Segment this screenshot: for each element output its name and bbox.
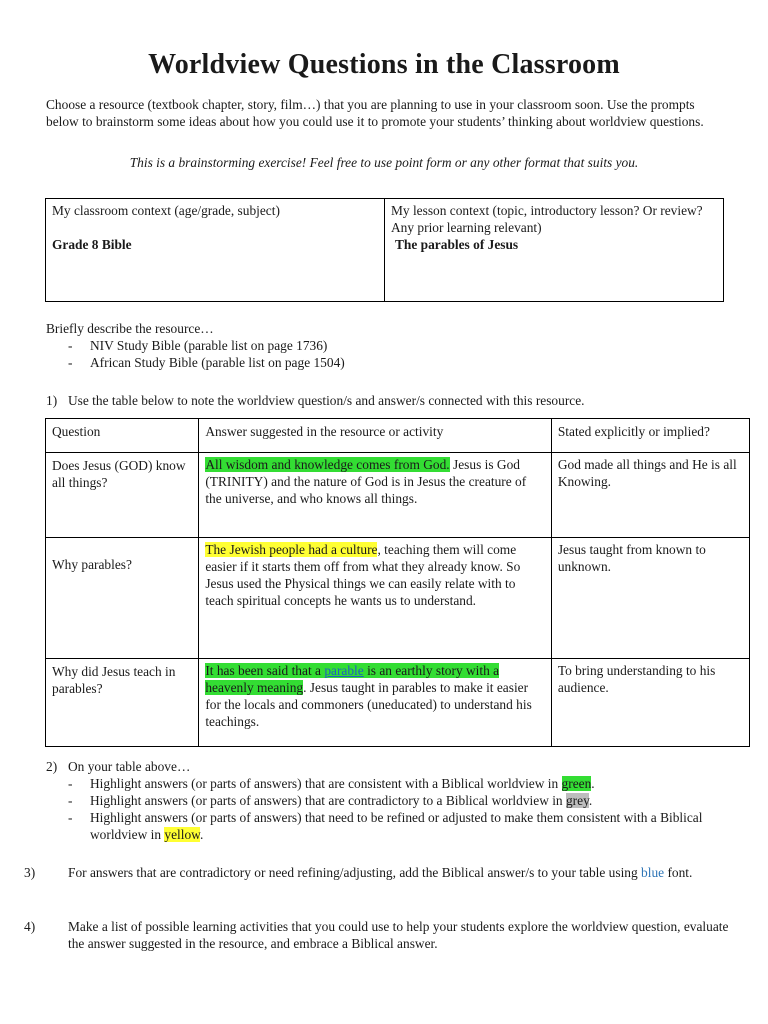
classroom-context-cell bbox=[46, 199, 385, 302]
brainstorm-note: This is a brainstorming exercise! Feel free to use point form or any other format that suits you. bbox=[129, 155, 639, 170]
question-4 bbox=[24, 918, 736, 952]
highlight-instructions bbox=[46, 775, 736, 843]
header-stated: Stated explicitly or implied? bbox=[551, 419, 749, 453]
page-title: Worldview Questions in the Classroom bbox=[148, 49, 620, 80]
header-answer: Answer suggested in the resource or activity bbox=[199, 419, 552, 453]
green-word: green bbox=[561, 776, 592, 791]
question-3: 3) For answers that are contradictory or need refining/adjusting, add the Biblical answer/s to your table using blue font. bbox=[24, 865, 693, 880]
stated-cell: Jesus taught from known to unknown. bbox=[551, 538, 749, 659]
question-cell: Does Jesus (GOD) know all things? bbox=[46, 453, 199, 538]
yellow-highlight: The Jewish people had a culture bbox=[205, 542, 378, 557]
yellow-word: yellow bbox=[164, 827, 200, 842]
table-row bbox=[46, 659, 750, 747]
stated-cell: To bring understanding to his audience. bbox=[551, 659, 749, 747]
question-2-text: On your table above… bbox=[68, 759, 191, 774]
question-cell: Why did Jesus teach in parables? bbox=[46, 659, 199, 747]
header-question: Question bbox=[46, 419, 199, 453]
resource-label: Briefly describe the resource… bbox=[46, 321, 214, 336]
list-item: - African Study Bible (parable list on page 1504) bbox=[68, 355, 345, 370]
green-highlight: It has been said that a parable is an earthly story with a heavenly meaning bbox=[205, 663, 500, 695]
question-1-text: Use the table below to note the worldview question/s and answer/s connected with this resource. bbox=[68, 393, 585, 408]
parable-link[interactable]: parable bbox=[324, 663, 364, 678]
question-4-number: 4) bbox=[24, 919, 36, 934]
intro-paragraph: Choose a resource (textbook chapter, story, film…) that you are planning to use in your classroom soon. Use the prompts below to brainstorm some ideas about how you could use it to promote your students’ thinking about worldview questions. bbox=[46, 97, 704, 129]
question-cell: Why parables? bbox=[46, 538, 199, 659]
question-4-text: Make a list of possible learning activities that you could use to help your students explore the worldview question, evaluate the answer suggested in the resource, and embrace a Biblical answer. bbox=[68, 919, 729, 951]
table-row bbox=[46, 453, 750, 538]
resource-section bbox=[46, 320, 726, 371]
green-highlight: All wisdom and knowledge comes from God. bbox=[205, 457, 450, 472]
list-item: - NIV Study Bible (parable list on page 1736) bbox=[68, 338, 328, 353]
worldview-table bbox=[45, 418, 750, 747]
table-header-row bbox=[46, 419, 750, 453]
lesson-context-value: The parables of Jesus bbox=[395, 237, 519, 252]
classroom-context-value: Grade 8 Bible bbox=[52, 237, 132, 252]
grey-word: grey bbox=[565, 793, 589, 808]
lesson-context-cell bbox=[385, 199, 724, 302]
context-table bbox=[45, 198, 724, 302]
question-3-number: 3) bbox=[24, 865, 36, 880]
list-item: - Highlight answers (or parts of answers) that are consistent with a Biblical worldview in green. bbox=[68, 776, 595, 791]
answer-cell: All wisdom and knowledge comes from God. Jesus is God (TRINITY) and the nature of God is in Jesus the creature of the universe, and who knows all things. bbox=[199, 453, 552, 538]
blue-word: blue bbox=[641, 865, 665, 880]
question-2-number: 2) bbox=[46, 759, 58, 774]
list-item: - Highlight answers (or parts of answers) that are contradictory to a Biblical worldview in grey. bbox=[68, 793, 593, 808]
table-row bbox=[46, 538, 750, 659]
classroom-context-label: My classroom context (age/grade, subject) bbox=[52, 203, 280, 218]
question-1-number: 1) bbox=[46, 393, 58, 408]
list-item: - Highlight answers (or parts of answers) that need to be refined or adjusted to make them consistent with a Biblical worldview in yellow. bbox=[68, 810, 703, 842]
lesson-context-label: My lesson context (topic, introductory lesson? Or review? Any prior learning relevant) bbox=[391, 203, 703, 235]
question-2 bbox=[46, 758, 736, 843]
stated-cell: God made all things and He is all Knowing. bbox=[551, 453, 749, 538]
answer-cell: It has been said that a parable is an earthly story with a heavenly meaning. Jesus taught in parables to make it easier for the locals and commoners (uneducated) to understand his teachings. bbox=[199, 659, 552, 747]
question-1 bbox=[46, 392, 726, 409]
resource-list bbox=[46, 337, 726, 371]
answer-cell: The Jewish people had a culture, teaching them will come easier if it starts them off from what they already know. So Jesus used the Physical things we can easily relate with to teach spiritual concepts he wants us to understand. bbox=[199, 538, 552, 659]
